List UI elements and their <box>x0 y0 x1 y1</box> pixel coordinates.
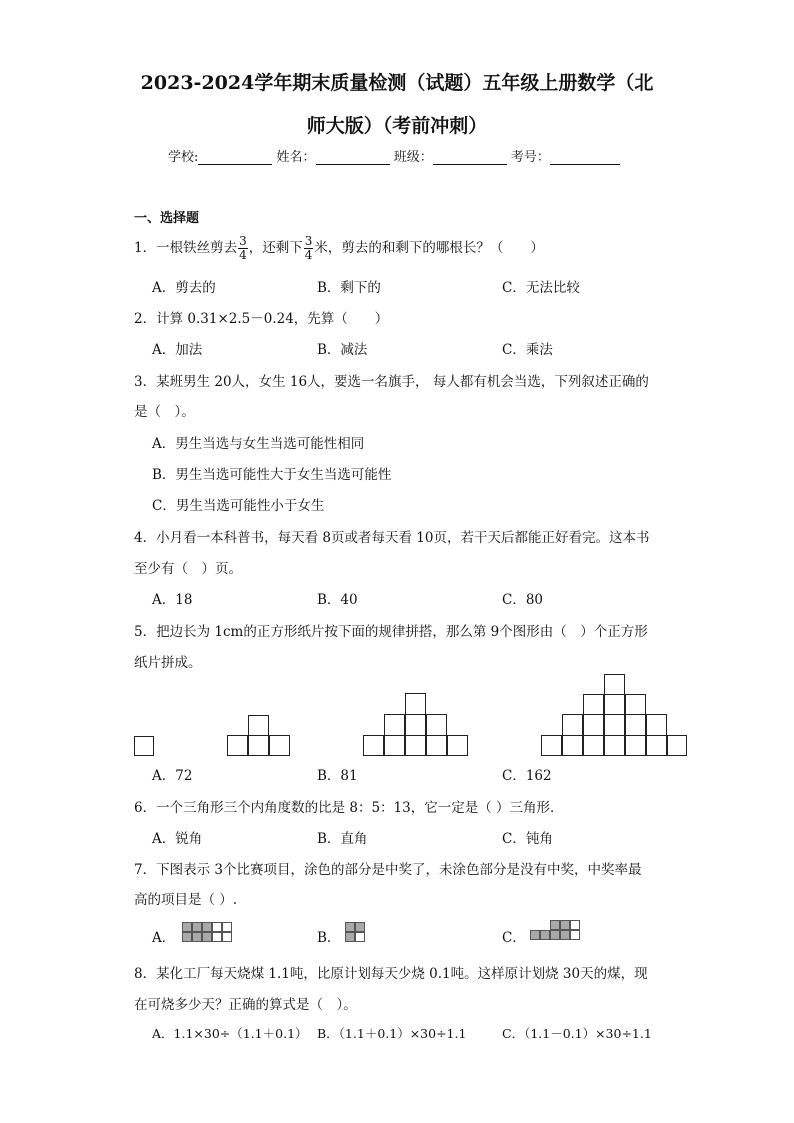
question-2: 2．计算 0.31×2.5－0.24，先算（ ） <box>134 311 389 327</box>
square-tile <box>625 694 646 715</box>
square-tile <box>646 735 667 756</box>
fraction-1-numerator: 3 <box>239 234 247 248</box>
question-7-line2: 高的项目是（ ）. <box>134 892 238 908</box>
grid-cell-shaded <box>202 932 212 942</box>
grid-cell <box>212 932 222 942</box>
grid-cell-shaded <box>355 922 365 932</box>
q8-option-b[interactable]: B．（1.1＋0.1）×30÷1.1 <box>317 1026 467 1041</box>
q1-text-mid: ，还剩下 <box>248 240 303 256</box>
q2-option-a[interactable]: A．加法 <box>152 342 203 358</box>
q1-text-pre: 1．一根铁丝剪去 <box>134 240 238 256</box>
number-label: 考号： <box>510 150 550 165</box>
grid-cell-shaded <box>182 922 192 932</box>
question-4-line2: 至少有（ ）页。 <box>134 561 242 577</box>
square-tile <box>248 735 269 756</box>
fraction-2-denominator: 4 <box>304 248 313 262</box>
q6-option-b[interactable]: B．直角 <box>317 831 368 847</box>
question-3-line1: 3．某班男生 20人，女生 16人，要选一名旗手， 每人都有机会当选，下列叙述正确的 <box>134 374 649 390</box>
question-5-line1: 5．把边长为 1cm的正方形纸片按下面的规律拼搭，那么第 9个图形由（ ）个正方形 <box>134 624 648 640</box>
square-tile <box>363 735 384 756</box>
grid-cell-shaded <box>560 930 570 940</box>
name-blank[interactable] <box>316 150 390 165</box>
q3-option-b[interactable]: B．男生当选可能性大于女生当选可能性 <box>152 467 392 483</box>
q7-option-b[interactable]: B． <box>317 930 341 946</box>
square-tile <box>227 735 248 756</box>
grid-cell <box>355 932 365 942</box>
square-tile <box>604 735 625 756</box>
square-tile <box>625 714 646 736</box>
grid-cell-shaded <box>560 920 570 930</box>
school-label: 学校: <box>168 150 199 165</box>
question-8-line2: 在可烧多少天？正确的算式是（ ）。 <box>134 997 357 1013</box>
square-tile <box>269 735 290 756</box>
square-tile <box>583 714 604 736</box>
grid-cell <box>570 920 580 930</box>
question-4-line1: 4．小月看一本科普书，每天看 8页或者每天看 10页，若干天后都能正好看完。这本书 <box>134 530 650 546</box>
section-heading: 一、选择题 <box>134 211 200 226</box>
q6-option-c[interactable]: C．钝角 <box>502 831 553 847</box>
q1-option-a[interactable]: A．剪去的 <box>152 280 216 296</box>
q7-grid-c <box>530 920 580 940</box>
grid-cell-shaded <box>192 922 202 932</box>
square-tile <box>248 715 269 736</box>
grid-cell-shaded <box>530 930 540 940</box>
q7-grid-b <box>345 922 365 942</box>
question-7-line1: 7．下图表示 3个比赛项目，涂色的部分是中奖了，未涂色部分是没有中奖，中奖率最 <box>134 862 642 878</box>
q1-option-b[interactable]: B．剩下的 <box>317 280 381 296</box>
class-blank[interactable] <box>433 150 507 165</box>
number-blank[interactable] <box>550 150 620 165</box>
q4-option-a[interactable]: A．18 <box>152 592 193 608</box>
square-tile <box>426 735 447 756</box>
q7-option-c[interactable]: C． <box>502 930 526 946</box>
q3-option-c[interactable]: C．男生当选可能性小于女生 <box>152 498 325 514</box>
square-tile <box>384 735 405 756</box>
fraction-1-denominator: 4 <box>239 248 247 262</box>
question-8-line1: 8．某化工厂每天烧煤 1.1吨，比原计划每天少烧 0.1吨。这样原计划烧 30天的煤，现 <box>134 966 648 982</box>
grid-cell-shaded <box>182 932 192 942</box>
question-1 <box>134 235 544 262</box>
square-tile <box>604 714 625 736</box>
question-5-line2: 纸片拼成。 <box>134 655 202 671</box>
square-tile <box>583 694 604 715</box>
info-fields <box>168 146 620 165</box>
grid-cell-shaded <box>345 922 355 932</box>
square-tile <box>625 735 646 756</box>
square-tile <box>562 735 583 756</box>
square-tile <box>541 735 562 756</box>
page-title-line1: 2023-2024学年期末质量检测（试题）五年级上册数学（北 <box>140 72 654 94</box>
q1-text-post: 米，剪去的和剩下的哪根长？（ ） <box>314 240 544 256</box>
fraction-1 <box>238 235 248 262</box>
square-tile <box>405 714 426 736</box>
q3-option-a[interactable]: A．男生当选与女生当选可能性相同 <box>152 436 365 452</box>
grid-cell-shaded <box>192 932 202 942</box>
square-tile <box>384 714 405 736</box>
question-6: 6．一个三角形三个内角度数的比是 8：5：13，它一定是（ ）三角形． <box>134 800 564 816</box>
q7-grid-a <box>182 922 232 942</box>
q2-option-b[interactable]: B．减法 <box>317 342 368 358</box>
fraction-2 <box>304 235 314 262</box>
page-title-line2: 师大版）（考前冲刺） <box>306 115 488 137</box>
grid-cell-shaded <box>345 932 355 942</box>
square-tile <box>667 735 687 756</box>
grid-cell <box>570 930 580 940</box>
square-tile <box>562 714 583 736</box>
grid-cell-shaded <box>540 930 550 940</box>
square-tile <box>583 735 604 756</box>
grid-cell <box>212 922 222 932</box>
grid-cell-shaded <box>550 920 560 930</box>
grid-cell <box>222 922 232 932</box>
square-tile <box>405 735 426 756</box>
fraction-2-numerator: 3 <box>304 234 313 248</box>
square-tile <box>405 693 426 715</box>
name-label: 姓名： <box>276 150 316 165</box>
q6-option-a[interactable]: A．锐角 <box>152 831 203 847</box>
square-tile <box>604 694 625 715</box>
q5-option-a[interactable]: A．72 <box>152 768 193 784</box>
square-tile <box>134 736 154 756</box>
grid-cell <box>222 932 232 942</box>
class-label: 班级： <box>393 150 433 165</box>
question-3-line2: 是（ ）。 <box>134 404 195 420</box>
q8-option-a[interactable]: A．1.1×30÷（1.1＋0.1） <box>152 1026 308 1041</box>
q4-option-b[interactable]: B．40 <box>317 592 358 608</box>
q5-option-b[interactable]: B．81 <box>317 768 358 784</box>
square-tile <box>447 735 468 756</box>
q2-option-c[interactable]: C．乘法 <box>502 342 553 358</box>
grid-cell-shaded <box>202 922 212 932</box>
q7-option-a[interactable]: A． <box>152 930 176 946</box>
grid-cell-shaded <box>550 930 560 940</box>
square-tile <box>604 674 625 695</box>
square-tile <box>426 714 447 736</box>
school-blank[interactable] <box>198 150 272 165</box>
q5-option-c[interactable]: C．162 <box>502 768 552 784</box>
q8-option-c[interactable]: C．（1.1－0.1）×30÷1.1 <box>502 1026 652 1041</box>
q1-option-c[interactable]: C．无法比较 <box>502 280 580 296</box>
q4-option-c[interactable]: C．80 <box>502 592 544 608</box>
square-tile <box>646 714 667 736</box>
